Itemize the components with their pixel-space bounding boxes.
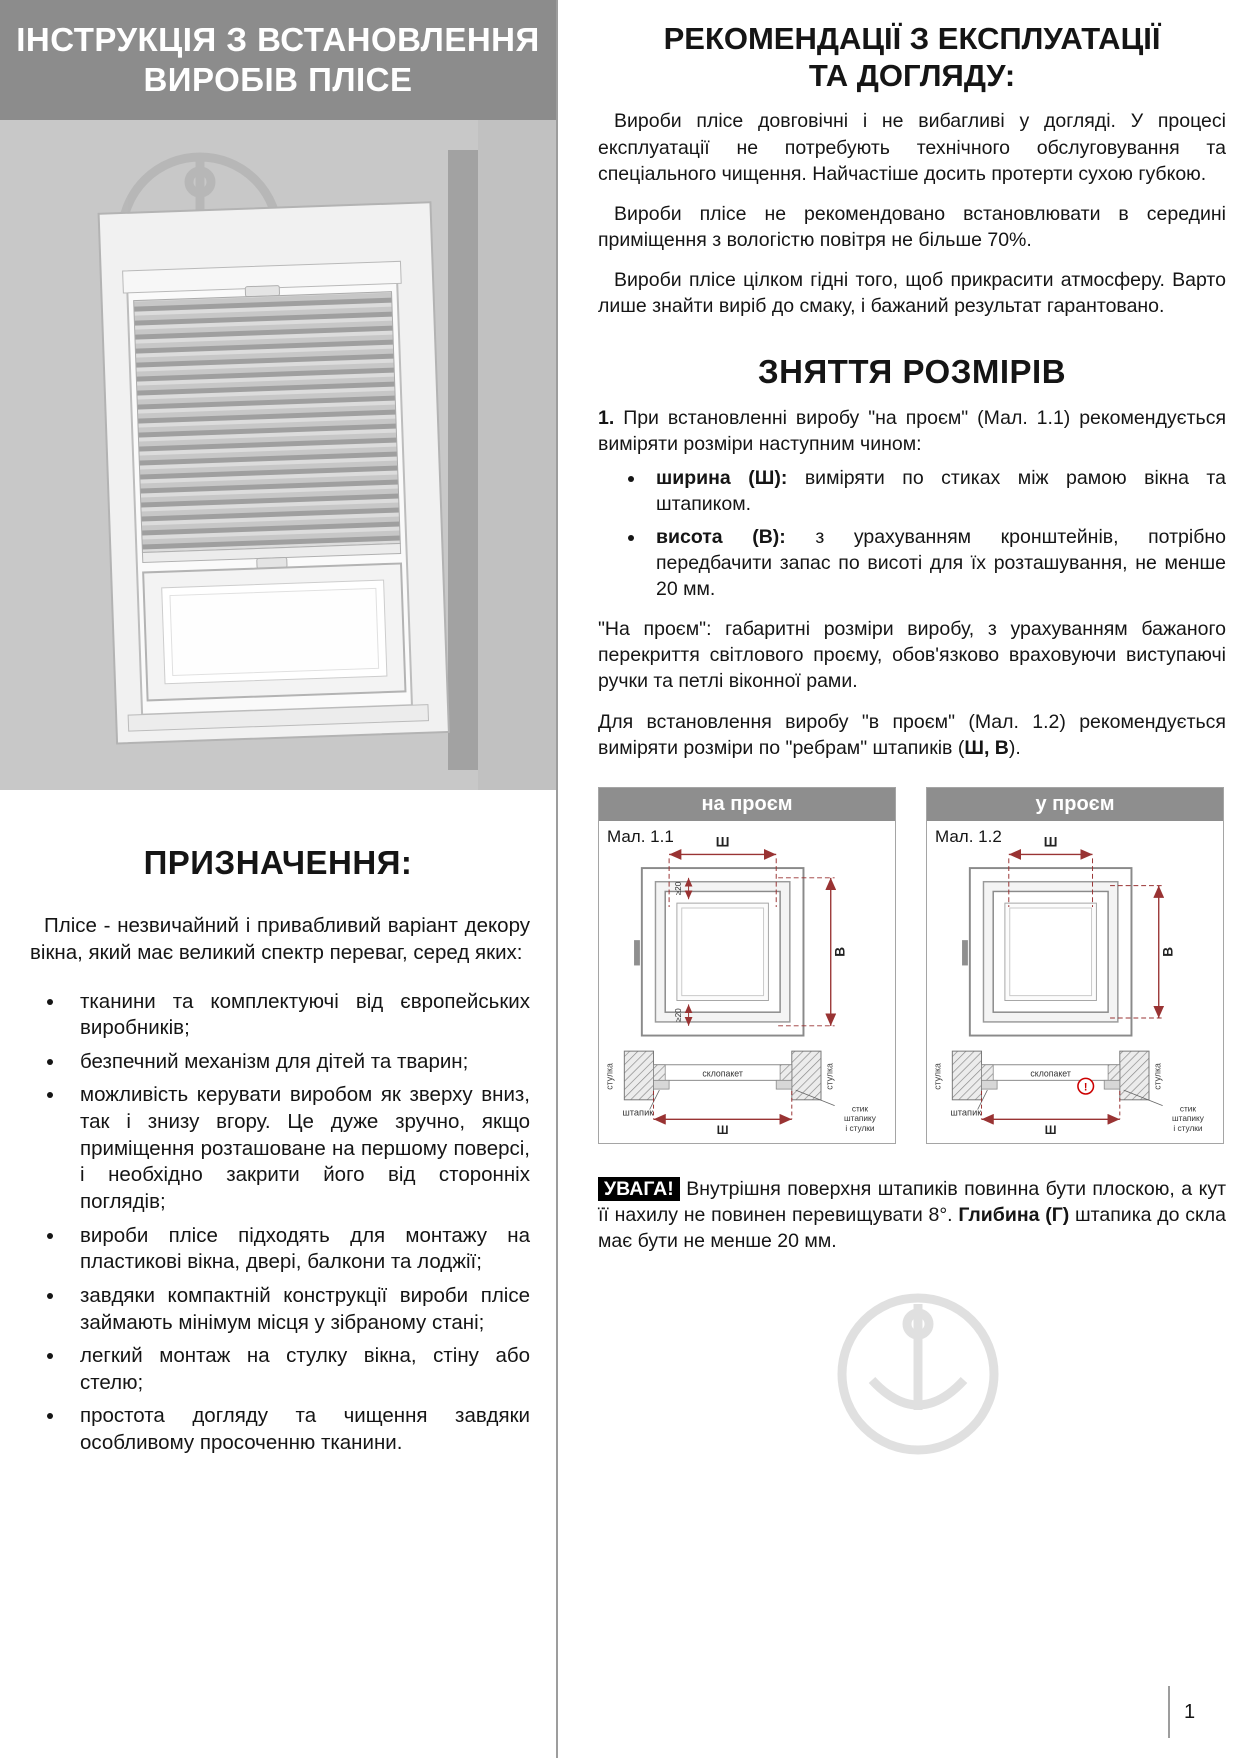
sash-right-label: стулка [1152,1062,1163,1090]
window-measure-diagram-2 [927,821,1223,1143]
width-bottom-label: Ш [1044,1123,1057,1137]
window-handle [634,940,640,965]
instruction-header [0,0,556,120]
page-number: 1 [1168,1686,1195,1738]
purpose-title: ПРИЗНАЧЕННЯ: [143,844,413,881]
measuring-list [598,465,1226,603]
left-column [0,0,556,1464]
care-paragraph-3: Вироби плісе цілком гідні того, щоб прикрасити атмосферу. Варто лише знайти виріб до смаку, і бажаний результат гарантовано. [598,269,1226,318]
height-label: В [832,946,848,957]
purpose-list-item: • можливість керувати виробом як зверху вниз, так і знизу вгору. Це дуже зручно, якщо приміщення розташоване на першому поверсі, і необхідно закрити його від сторонніх поглядів; [66,1082,530,1215]
width-label: Ш [715,834,730,850]
sash-left-label: стулка [932,1062,943,1090]
header-line-1: ІНСТРУКЦІЯ З ВСТАНОВЛЕННЯ [16,20,540,58]
joint-label-3: і стулки [1173,1123,1203,1133]
bead-label: штапик [622,1107,654,1118]
figures-row [598,787,1226,1144]
warning-mark: ! [1083,1081,1088,1094]
joint-label-3: і стулки [845,1123,875,1133]
purpose-list-item: • завдяки компактній конструкції вироби плісе займають мінімум місця у зібраному стані; [66,1283,530,1336]
purpose-list-item: • легкий монтаж на стулку вікна, стіну або стелю; [66,1343,530,1396]
min20-bottom-label: ≥20 [673,1007,683,1022]
joint-label-1: стик [851,1104,869,1114]
height-label: В [1160,946,1176,957]
purpose-list-item: • безпечний механізм для дітей та тварин; [66,1049,530,1076]
width-label: Ш [1043,834,1058,850]
purpose-list [0,989,530,1457]
bead-label: штапик [950,1107,982,1118]
figure1-caption: Мал. 1.1 [607,826,674,846]
care-paragraph-2: Вироби плісе не рекомендовано встановлювати в середині приміщення з вологістю повітря не більше 70%. [598,202,1226,251]
pleated-blind [134,292,401,553]
joint-label-2: штапику [844,1113,876,1123]
measuring-list-item: • висота (В): з урахуванням кронштейнів, потрібно передбачити запас по висоті для їх розташування, не менше 20 мм. [646,524,1226,602]
window-handle [962,940,968,965]
figure2-caption: Мал. 1.2 [935,826,1002,846]
figure-u-proem [926,787,1224,1144]
figure-na-proem [598,787,896,1144]
measuring-paragraph-3: Для встановлення виробу "в проєм" (Мал. 1.2) рекомендується виміряти розміри по "ребрам" штапиків (Ш, В). [598,710,1226,759]
figure1-header: на проєм [599,788,895,821]
window-photo [0,120,556,790]
sash-right-label: стулка [824,1062,835,1090]
min20-top-label: ≥20 [673,881,683,896]
purpose-list-item: • тканини та комплектуючі від європейських виробників; [66,989,530,1042]
right-column [584,0,1244,1254]
purpose-list-item: • простота догляду та чищення завдяки особливому просоченню тканини. [66,1403,530,1456]
measuring-title: ЗНЯТТЯ РОЗМІРІВ [757,353,1067,391]
attention-paragraph: УВАГА! Внутрішня поверхня штапиків повинна бути плоскою, а кут її нахилу не повинен перевищувати 8°. Глибина (Г) штапика до скла має бути не менше 20 мм. [598,1177,1226,1252]
figure2-header: у проєм [927,788,1223,821]
attention-label: УВАГА! [598,1177,680,1201]
purpose-list-item: • вироби плісе підходять для монтажу на пластикові вікна, двері, балкони та лоджії; [66,1223,530,1276]
joint-label-2: штапику [1172,1113,1204,1123]
purpose-intro: Плісе - незвичайний і привабливий варіант декору вікна, який має великий спектр переваг, серед яких: [30,914,530,965]
care-title: РЕКОМЕНДАЦІЇ З ЕКСПЛУАТАЦІЇ ТА ДОГЛЯДУ: [663,21,1161,94]
glazing-label: склопакет [1030,1068,1071,1079]
width-bottom-label: Ш [716,1123,729,1137]
brand-watermark-icon [826,1282,1011,1467]
measuring-intro: 1. При встановленні виробу "на проєм" (Мал. 1.1) рекомендується виміряти розміри наступним чином: [598,407,1226,456]
column-divider [556,0,558,1758]
header-line-2: ВИРОБІВ ПЛІСЕ [143,61,413,98]
measuring-list-item: • ширина (Ш): виміряти по стиках між рамою вікна та штапиком. [646,465,1226,517]
sash-left-label: стулка [604,1062,615,1090]
window-blind-illustration [0,120,556,790]
measuring-paragraph-2: "На проєм": габаритні розміри виробу, з урахуванням бажаного перекриття світлового проєму, обов'язково враховуючи виступаючі ручки та петлі віконної рами. [598,618,1226,693]
care-paragraph-1: Вироби плісе довговічні і не вибагливі у догляді. У процесі експлуатації не потребують технічного обслуговування та спеціального чищення. Найчастіше досить протерти сухою губкою. [598,110,1226,185]
glazing-label: склопакет [702,1068,743,1079]
window-measure-diagram-1 [599,821,895,1143]
window-frame [99,202,449,743]
joint-label-1: стик [1179,1104,1197,1114]
